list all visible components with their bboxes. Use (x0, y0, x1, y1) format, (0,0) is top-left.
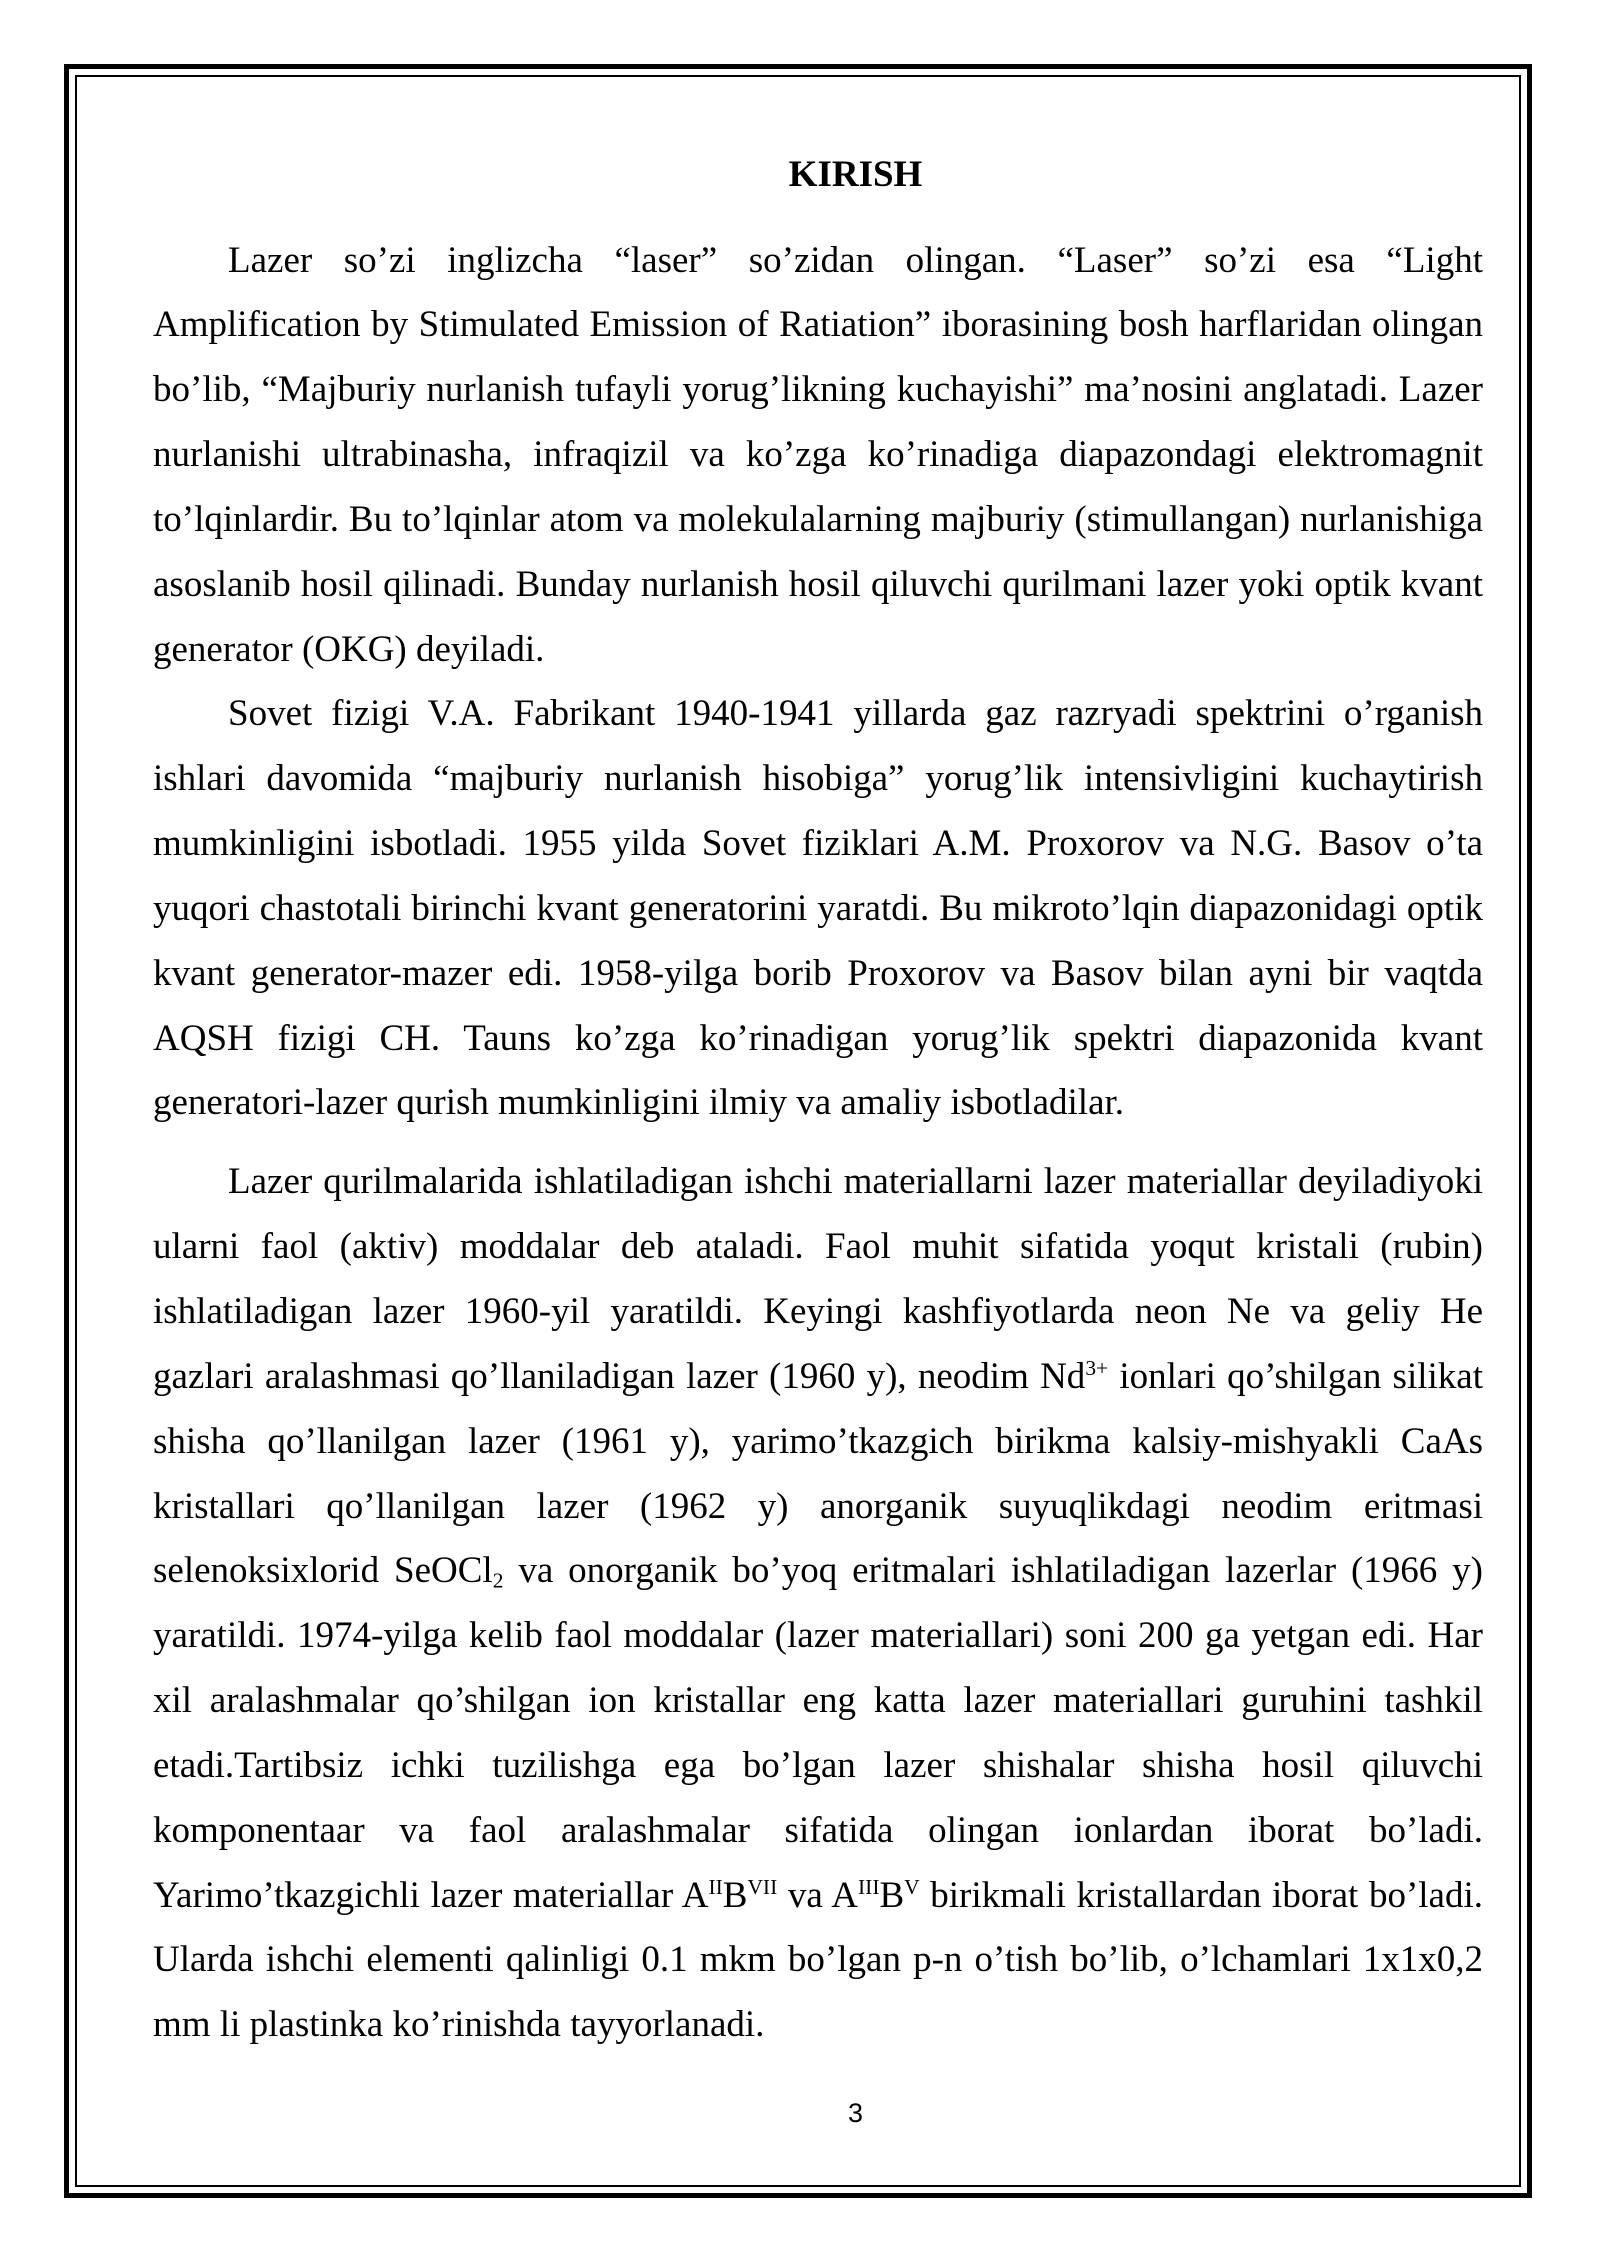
line-segment: selenoksixlorid SeOCl (153, 1550, 493, 1592)
text-line: asoslanib hosil qilinadi. Bunday nurlanish hosil qiluvchi qurilmani lazer yoki optik kvant (153, 563, 1483, 605)
text-line: generator (OKG) deyiladi. (153, 628, 545, 670)
text-line: to’lqinlardir. Bu to’lqinlar atom va molekulalarning majburiy (stimullangan) nurlanishiga (153, 498, 1483, 540)
text-line: ishlatiladigan lazer 1960-yil yaratildi. Keyingi kashfiyotlarda neon Ne va geliy He (153, 1291, 1483, 1332)
paragraph (153, 1150, 1483, 2058)
line-segment: va A (777, 1874, 859, 1916)
text-line: ularni faol (aktiv) moddalar deb ataladi. Faol muhit sifatida yoqut kristali (rubin) (153, 1226, 1483, 1268)
text-line: shisha qo’llanilgan lazer (1961 y), yarimo’tkazgich birikma kalsiy-mishyakli CaAs (153, 1420, 1483, 1462)
line-segment: B (879, 1874, 905, 1916)
text-line: etadi.Tartibsiz ichki tuzilishga ega bo’lgan lazer shishalar shisha hosil qiluvchi (153, 1744, 1483, 1786)
line-segment: gazlari aralashmasi qo’llaniladigan lazer (1960 y), neodim Nd (153, 1355, 1086, 1397)
text-line: kvant generator-mazer edi. 1958-yilga borib Proxorov va Basov bilan ayni bir vaqtda (153, 952, 1483, 994)
superscript: II (708, 1874, 723, 1899)
superscript: VII (747, 1874, 778, 1899)
section-title: KIRISH (788, 153, 923, 195)
line-segment: B (722, 1874, 748, 1916)
line-segment: Yarimo’tkazgichli lazer materiallar A (153, 1874, 709, 1916)
text-line: generatori-lazer qurish mumkinligini ilmiy va amaliy isbotladilar. (153, 1082, 1125, 1124)
body-text (153, 229, 1483, 2059)
text-line: xil aralashmalar qo’shilgan ion kristallar eng katta lazer materiallari guruhini tashkil (153, 1680, 1483, 1722)
text-line: Amplification by Stimulated Emission of Ratiation” iborasining bosh harflaridan olingan (153, 304, 1483, 346)
text-line: komponentaar va faol aralashmalar sifatida olingan ionlardan iborat bo’ladi. (153, 1809, 1483, 1851)
text-line: bo’lib, “Majburiy nurlanish tufayli yorug’likning kuchayishi” ma’nosini anglatadi. Lazer (153, 369, 1483, 411)
superscript: III (858, 1874, 880, 1899)
superscript: 3+ (1085, 1355, 1109, 1380)
paragraph (153, 682, 1483, 1136)
line-segment: ionlari qo’shilgan silikat (1108, 1355, 1483, 1397)
paragraph (153, 229, 1483, 683)
text-line: ishlari davomida “majburiy nurlanish hisobiga” yorug’lik intensivligini kuchaytirish (153, 758, 1483, 800)
text-line: Sovet fizigi V.A. Fabrikant 1940-1941 yillarda gaz razryadi spektrini o’rganish (228, 693, 1483, 735)
text-line: Lazer so’zi inglizcha “laser” so’zidan olingan. “Laser” so’zi esa “Light (228, 239, 1483, 281)
text-line: yaratildi. 1974-yilga kelib faol moddalar (lazer materiallari) soni 200 ga yetgan edi. Har (153, 1615, 1483, 1657)
text-line (153, 1345, 1483, 1410)
text-line: kristallari qo’llanilgan lazer (1962 y) anorganik suyuqlikdagi neodim eritmasi (153, 1485, 1483, 1527)
text-line: AQSH fizigi CH. Tauns ko’zga ko’rinadigan yorug’lik spektri diapazonida kvant (153, 1017, 1483, 1059)
page-number: 3 (847, 2098, 864, 2128)
text-line: mm li plastinka ko’rinishda tayyorlanadi. (153, 2004, 765, 2046)
subscript: 2 (492, 1568, 504, 1593)
text-line: Lazer qurilmalarida ishlatiladigan ishchi materiallarni lazer materiallar deyiladiyoki (228, 1161, 1483, 1203)
text-line: nurlanishi ultrabinasha, infraqizil va ko’zga ko’rinadiga diapazondagi elektromagnit (153, 434, 1483, 476)
line-segment: birikmali kristallardan iborat bo’ladi. (919, 1874, 1483, 1916)
text-line: yuqori chastotali birinchi kvant generatorini yaratdi. Bu mikroto’lqin diapazonidagi optik (153, 887, 1483, 929)
superscript: V (904, 1874, 920, 1899)
text-line: Ularda ishchi elementi qalinligi 0.1 mkm bo’lgan p-n o’tish bo’lib, o’lchamlari 1x1x0,2 (153, 1939, 1483, 1981)
text-line (153, 1864, 1483, 1929)
line-segment: va onorganik bo’yoq eritmalari ishlatiladigan lazerlar (1966 y) (503, 1550, 1483, 1592)
text-line: mumkinligini isbotladi. 1955 yilda Sovet fiziklari A.M. Proxorov va N.G. Basov o’ta (153, 823, 1483, 865)
text-line (153, 1539, 1483, 1604)
